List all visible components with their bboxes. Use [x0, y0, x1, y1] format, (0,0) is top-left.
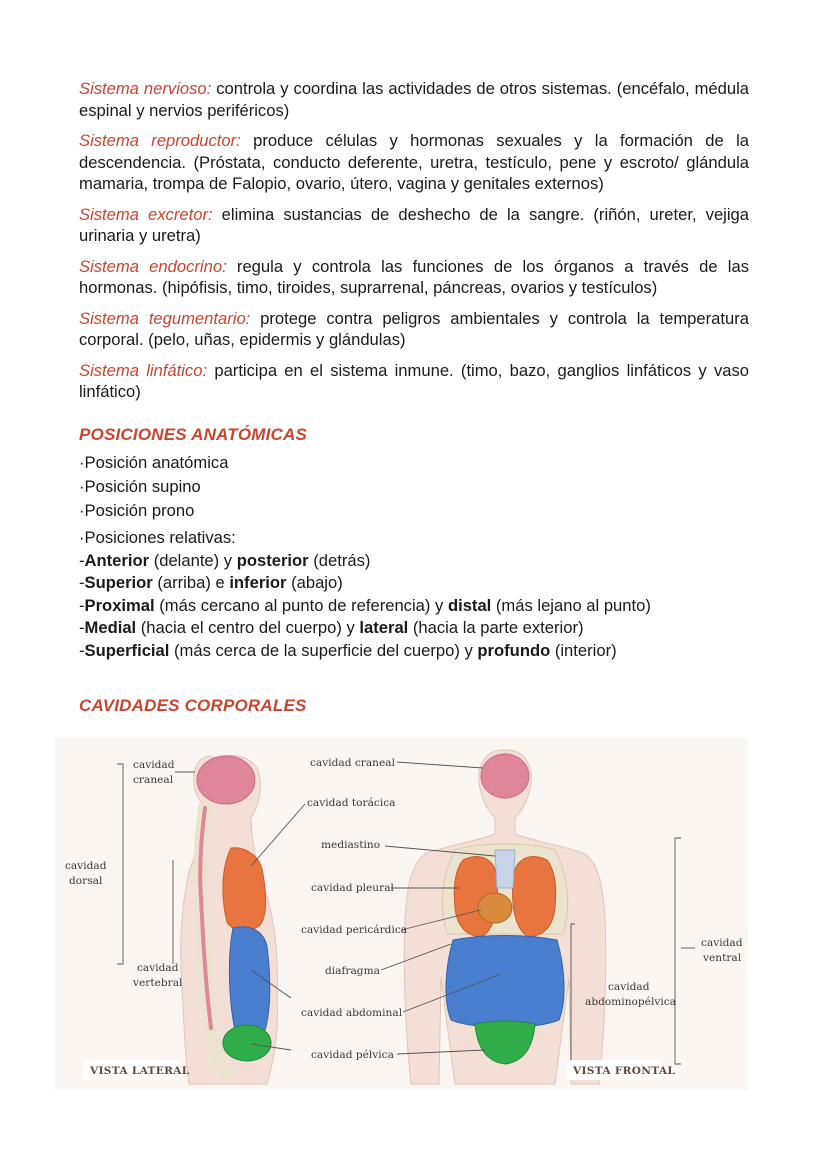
position-item: ·Posiciones relativas:: [79, 527, 236, 547]
system-description: participa en el sistema inmune. (timo, bazo, ganglios linfáticos y vaso linfático): [79, 360, 749, 401]
lateral-pelvic-cavity: [223, 1025, 271, 1061]
position-item: ·Posición supino: [79, 476, 201, 496]
label-abdominopelvica-2: abdominopélvica: [585, 996, 676, 1008]
system-name: Sistema nervioso:: [79, 79, 212, 98]
label-ventral-2: ventral: [703, 952, 742, 964]
system-paragraph: [79, 78, 749, 121]
relative-position-item: -Superficial (más cerca de la superficie del cuerpo) y profundo (interior): [79, 640, 617, 660]
label-abdominopelvica-1: cavidad: [608, 981, 650, 993]
label-vertebral-1: cavidad: [137, 962, 179, 974]
system-description: controla y coordina las actividades de otros sistemas. (encéfalo, médula espinal y nervios periféricos): [79, 79, 749, 120]
label-pelvica: cavidad pélvica: [311, 1049, 394, 1061]
system-paragraph: [79, 256, 749, 299]
relative-position-item: -Medial (hacia el centro del cuerpo) y lateral (hacia la parte exterior): [79, 618, 584, 637]
system-name: Sistema tegumentario:: [79, 308, 251, 328]
relative-positions-list: [79, 550, 749, 663]
lateral-cranial-cavity: [197, 756, 255, 804]
cavities-heading: CAVIDADES CORPORALES: [79, 696, 307, 715]
lateral-abdominal-cavity: [229, 927, 269, 1038]
positions-heading: POSICIONES ANATÓMICAS: [79, 424, 308, 444]
system-description: regula y controla las funciones de los órganos a través de las hormonas. (hipófisis, timo, tiroides, suprarrenal, páncreas, ovarios y testículos): [79, 256, 750, 297]
system-name: Sistema reproductor:: [79, 131, 241, 150]
frontal-pericardial-cavity: [478, 893, 512, 923]
page-content: [79, 78, 749, 716]
label-abdominal: cavidad abdominal: [301, 1007, 403, 1019]
system-description: protege contra peligros ambientales y controla la temperatura corporal. (pelo, uñas, epidermis y glándulas): [79, 308, 749, 349]
label-ventral-1: cavidad: [701, 937, 743, 949]
system-name: Sistema excretor:: [79, 204, 213, 224]
frontal-mediastinum: [495, 850, 515, 888]
frontal-cranial-cavity: [481, 754, 529, 798]
label-pericardica: cavidad pericárdica: [301, 924, 408, 936]
frontal-abdominal-cavity: [446, 936, 564, 1028]
system-description: produce células y hormonas sexuales y la formación de la descendencia. (Próstata, conducto deferente, uretra, testículo, pene y escroto/ glándula mamaria, trompa de Falopio, ovario, útero, vagina y genitales externos): [79, 131, 749, 193]
position-item: ·Posición prono: [79, 500, 195, 520]
system-paragraph: [79, 130, 749, 195]
vista-lateral-label: VISTA LATERAL: [90, 1065, 190, 1077]
body-cavities-figure: [55, 738, 748, 1090]
vista-frontal-label: VISTA FRONTAL: [573, 1065, 676, 1077]
system-paragraph: [79, 308, 749, 351]
system-description: elimina sustancias de deshecho de la sangre. (riñón, ureter, vejiga urinaria y uretra): [79, 204, 749, 245]
label-dorsal-2: dorsal: [69, 875, 103, 887]
figure-background: [55, 738, 748, 1090]
label-diafragma: diafragma: [325, 965, 380, 977]
systems-list: [79, 78, 749, 403]
positions-list: [79, 451, 749, 550]
label-toracica: cavidad torácica: [307, 797, 396, 809]
relative-position-item: -Anterior (delante) y posterior (detrás): [79, 550, 371, 570]
label-dorsal-1: cavidad: [65, 860, 107, 872]
relative-position-item: -Superior (arriba) e inferior (abajo): [79, 573, 343, 592]
label-craneal-left-1: cavidad: [133, 759, 175, 771]
position-item: ·Posición anatómica: [79, 452, 229, 472]
frontal-pleural-right: [513, 857, 556, 937]
label-craneal-left-2: craneal: [133, 774, 174, 786]
label-vertebral-2: vertebral: [133, 977, 183, 989]
label-craneal-center: cavidad craneal: [310, 757, 395, 769]
label-mediastino: mediastino: [321, 839, 381, 851]
system-name: Sistema endocrino:: [79, 256, 227, 276]
system-paragraph: [79, 360, 749, 403]
system-paragraph: [79, 204, 749, 247]
system-name: Sistema linfático:: [79, 360, 208, 380]
label-pleural: cavidad pleural: [311, 882, 394, 894]
relative-position-item: -Proximal (más cercano al punto de referencia) y distal (más lejano al punto): [79, 595, 651, 615]
